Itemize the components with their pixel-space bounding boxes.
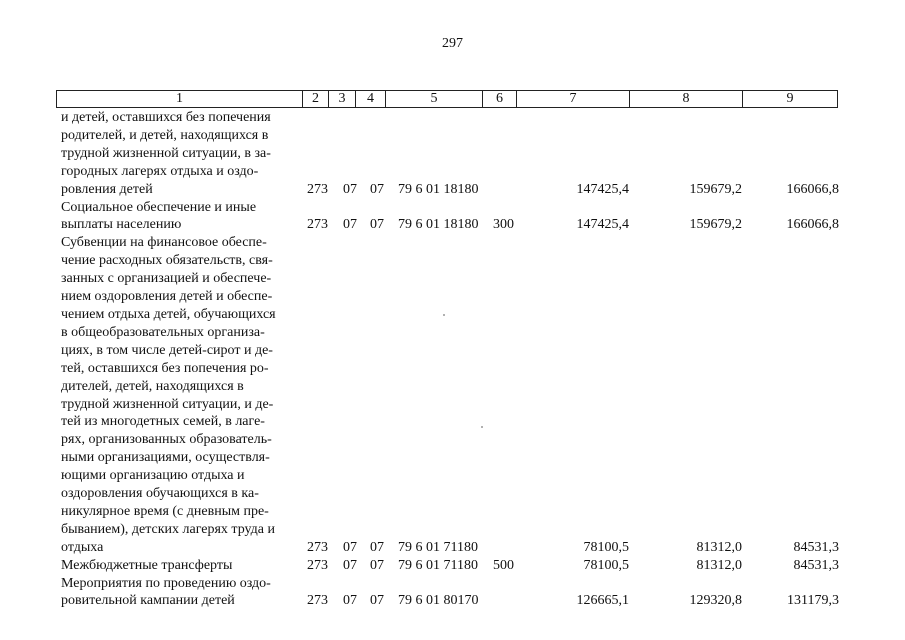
department-code: 273 <box>307 217 328 233</box>
col-header-1: 1 <box>57 91 303 108</box>
col-header-8: 8 <box>630 91 743 108</box>
subsection-code: 07 <box>370 217 384 233</box>
col-header-5: 5 <box>386 91 483 108</box>
description-line: трудной жизненной ситуации, в за- <box>61 145 271 161</box>
target-article-code: 79 6 01 80170 <box>398 593 479 609</box>
amount-year-3: 166066,8 <box>786 181 839 197</box>
scan-speck <box>481 426 483 428</box>
description-line: занных с организацией и обеспече- <box>61 271 272 287</box>
amount-year-1: 147425,4 <box>576 181 629 197</box>
description-line: нием оздоровления детей и обеспе- <box>61 289 273 305</box>
target-article-code: 79 6 01 18180 <box>398 217 479 233</box>
description-line: отдыха <box>61 539 104 555</box>
description-line: ными организациями, осуществля- <box>61 450 270 466</box>
description-line: трудной жизненной ситуации, и де- <box>61 396 274 412</box>
department-code: 273 <box>307 539 328 555</box>
description-line: городных лагерях отдыха и оздо- <box>61 163 259 179</box>
description-line: выплаты населению <box>61 217 182 233</box>
description-line: быванием), детских лагерях труда и <box>61 521 275 537</box>
subsection-code: 07 <box>370 557 384 573</box>
table-row <box>61 557 851 575</box>
row-values <box>61 216 851 234</box>
expense-type-code: 500 <box>493 557 514 573</box>
section-code: 07 <box>343 539 357 555</box>
row-values <box>61 539 851 557</box>
amount-year-1: 78100,5 <box>583 539 629 555</box>
amount-year-2: 81312,0 <box>696 557 742 573</box>
amount-year-3: 131179,3 <box>787 593 839 609</box>
department-code: 273 <box>307 557 328 573</box>
subsection-code: 07 <box>370 539 384 555</box>
row-description <box>61 234 295 556</box>
col-header-2: 2 <box>303 91 329 108</box>
col-header-3: 3 <box>329 91 356 108</box>
description-line: родителей, и детей, находящихся в <box>61 127 269 143</box>
amount-year-3: 84531,3 <box>793 557 839 573</box>
description-line: циях, в том числе детей-сирот и де- <box>61 342 273 358</box>
section-code: 07 <box>343 593 357 609</box>
section-code: 07 <box>343 557 357 573</box>
target-article-code: 79 6 01 18180 <box>398 181 479 197</box>
department-code: 273 <box>307 593 328 609</box>
row-values <box>61 181 851 199</box>
description-line: тей, оставшихся без попечения ро- <box>61 360 269 376</box>
column-header-row <box>57 91 838 108</box>
column-header-table <box>56 90 838 108</box>
amount-year-2: 159679,2 <box>689 181 742 197</box>
amount-year-1: 147425,4 <box>576 217 629 233</box>
table-row <box>61 575 851 611</box>
scan-speck <box>443 314 445 316</box>
description-line: оздоровления обучающихся в ка- <box>61 486 259 502</box>
subsection-code: 07 <box>370 593 384 609</box>
section-code: 07 <box>343 217 357 233</box>
target-article-code: 79 6 01 71180 <box>398 539 478 555</box>
section-code: 07 <box>343 181 357 197</box>
description-line: чение расходных обязательств, свя- <box>61 253 273 269</box>
amount-year-2: 159679,2 <box>689 217 742 233</box>
amount-year-1: 126665,1 <box>576 593 629 609</box>
description-line: ровления детей <box>61 181 153 197</box>
description-line: и детей, оставшихся без попечения <box>61 110 271 125</box>
description-line: чением отдыха детей, обучающихся <box>61 306 276 322</box>
description-line: Мероприятия по проведению оздо- <box>61 575 271 591</box>
subsection-code: 07 <box>370 181 384 197</box>
col-header-6: 6 <box>483 91 517 108</box>
table-row <box>61 234 851 556</box>
description-line: тей из многодетных семей, в лаге- <box>61 414 265 430</box>
description-line: рях, организованных образователь- <box>61 432 272 448</box>
description-line: в общеобразовательных организа- <box>61 324 265 340</box>
col-header-9: 9 <box>743 91 838 108</box>
amount-year-2: 81312,0 <box>696 539 742 555</box>
row-values <box>61 592 851 610</box>
table-row <box>61 199 851 235</box>
row-values <box>61 557 851 575</box>
description-line: Субвенции на финансовое обеспе- <box>61 235 267 251</box>
col-header-4: 4 <box>356 91 386 108</box>
page-number: 297 <box>442 36 463 51</box>
amount-year-2: 129320,8 <box>689 593 742 609</box>
amount-year-3: 84531,3 <box>793 539 839 555</box>
expense-type-code: 300 <box>493 217 514 233</box>
department-code: 273 <box>307 181 328 197</box>
col-header-7: 7 <box>517 91 630 108</box>
description-line: дителей, детей, находящихся в <box>61 378 244 394</box>
description-line: никулярное время (с дневным пре- <box>61 503 269 519</box>
description-line: Межбюджетные трансферты <box>61 557 233 573</box>
table-row <box>61 109 851 199</box>
table-body <box>61 109 851 610</box>
amount-year-3: 166066,8 <box>786 217 839 233</box>
target-article-code: 79 6 01 71180 <box>398 557 478 573</box>
description-line: Социальное обеспечение и иные <box>61 199 257 215</box>
amount-year-1: 78100,5 <box>583 557 629 573</box>
description-line: ровительной кампании детей <box>61 593 235 609</box>
description-line: ющими организацию отдыха и <box>61 468 245 484</box>
